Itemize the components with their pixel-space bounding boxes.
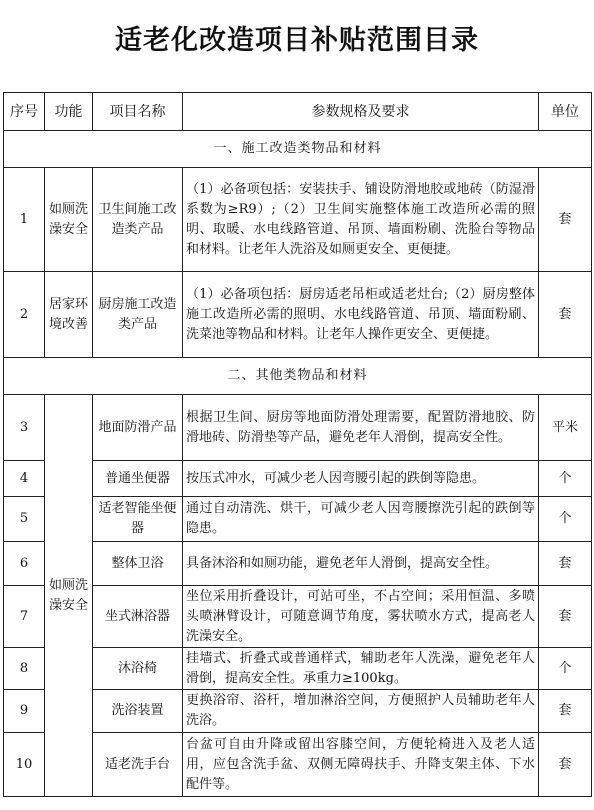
page-title: 适老化改造项目补贴范围目录 xyxy=(115,25,479,56)
cell-unit: 个 xyxy=(539,648,592,690)
table-row xyxy=(4,168,592,272)
header-no: 序号 xyxy=(4,93,45,131)
cell-no: 5 xyxy=(4,497,45,542)
cell-no: 2 xyxy=(4,272,45,358)
table-row xyxy=(4,542,592,586)
cell-unit: 个 xyxy=(539,497,592,542)
cell-no: 7 xyxy=(4,586,45,648)
subsidy-catalog-table xyxy=(3,92,592,797)
table-header-row xyxy=(4,93,592,131)
cell-name: 卫生间施工改造类产品 xyxy=(93,168,183,272)
cell-no: 9 xyxy=(4,690,45,733)
cell-spec: 更换浴帘、浴杆，增加淋浴空间，方便照护人员辅助老年人洗浴。 xyxy=(183,690,539,733)
cell-name: 沐浴椅 xyxy=(93,648,183,690)
table-row xyxy=(4,586,592,648)
table-row xyxy=(4,497,592,542)
cell-no: 3 xyxy=(4,395,45,461)
cell-name: 坐式淋浴器 xyxy=(93,586,183,648)
cell-name: 适老智能坐便器 xyxy=(93,497,183,542)
cell-spec: 按压式冲水，可减少老人因弯腰引起的跌倒等隐患。 xyxy=(183,461,539,497)
cell-func: 居家环境改善 xyxy=(45,272,93,358)
section-label: 二、其他类物品和材料 xyxy=(4,358,592,395)
cell-func-group: 如厕洗澡安全 xyxy=(45,395,93,797)
header-func: 功能 xyxy=(45,93,93,131)
cell-spec: 具备沐浴和如厕功能，避免老年人滑倒，提高安全性。 xyxy=(183,542,539,586)
cell-no: 4 xyxy=(4,461,45,497)
cell-func: 如厕洗澡安全 xyxy=(45,168,93,272)
cell-spec: 通过自动清洗、烘干，可减少老人因弯腰擦洗引起的跌倒等隐患。 xyxy=(183,497,539,542)
cell-no: 8 xyxy=(4,648,45,690)
header-spec: 参数规格及要求 xyxy=(183,93,539,131)
cell-spec: 台盆可自由升降或留出容膝空间，方便轮椅进入及老人适用，应包含洗手盆、双侧无障碍扶手、升降支架主体、下水配件等。 xyxy=(183,733,539,797)
table-row xyxy=(4,733,592,797)
cell-name: 地面防滑产品 xyxy=(93,395,183,461)
cell-unit: 个 xyxy=(539,461,592,497)
cell-no: 1 xyxy=(4,168,45,272)
cell-unit: 套 xyxy=(539,542,592,586)
cell-name: 洗浴装置 xyxy=(93,690,183,733)
cell-unit: 套 xyxy=(539,733,592,797)
cell-no: 6 xyxy=(4,542,45,586)
section-row xyxy=(4,358,592,395)
section-row xyxy=(4,131,592,168)
cell-spec: 根据卫生间、厨房等地面防滑处理需要，配置防滑地胶、防滑地砖、防滑垫等产品，避免老年人滑倒，提高安全性。 xyxy=(183,395,539,461)
table-row xyxy=(4,272,592,358)
table-row xyxy=(4,690,592,733)
cell-spec: 坐位采用折叠设计，可站可坐，不占空间；采用恒温、多喷头喷淋臂设计，可随意调节角度，雾状喷水方式，提高老人洗澡安全。 xyxy=(183,586,539,648)
cell-name: 普通坐便器 xyxy=(93,461,183,497)
table-row xyxy=(4,395,592,461)
cell-no: 10 xyxy=(4,733,45,797)
section-label: 一、施工改造类物品和材料 xyxy=(4,131,592,168)
cell-spec: （1）必备项包括：厨房适老吊柜或适老灶台;（2）厨房整体施工改造所必需的照明、水电线路管道、吊顶、墙面粉刷、洗菜池等物品和材料。让老年人操作更安全、更便捷。 xyxy=(183,272,539,358)
cell-unit: 套 xyxy=(539,586,592,648)
table-row xyxy=(4,648,592,690)
cell-spec: （1）必备项包括：安装扶手、铺设防滑地胶或地砖（防湿滑系数为≥R9）;（2）卫生间实施整体施工改造所必需的照明、取暖、水电线路管道、吊顶、墙面粉刷、洗脸台等物品和材料。让老年人洗浴及如厕更安全、更便捷。 xyxy=(183,168,539,272)
cell-name: 厨房施工改造类产品 xyxy=(93,272,183,358)
table-row xyxy=(4,461,592,497)
cell-unit: 套 xyxy=(539,690,592,733)
header-name: 项目名称 xyxy=(93,93,183,131)
cell-spec: 挂墙式、折叠式或普通样式，辅助老年人洗澡，避免老年人滑倒，提高安全性。承重力≥100kg。 xyxy=(183,648,539,690)
cell-unit: 平米 xyxy=(539,395,592,461)
cell-name: 适老洗手台 xyxy=(93,733,183,797)
cell-name: 整体卫浴 xyxy=(93,542,183,586)
cell-unit: 套 xyxy=(539,272,592,358)
cell-unit: 套 xyxy=(539,168,592,272)
header-unit: 单位 xyxy=(539,93,592,131)
